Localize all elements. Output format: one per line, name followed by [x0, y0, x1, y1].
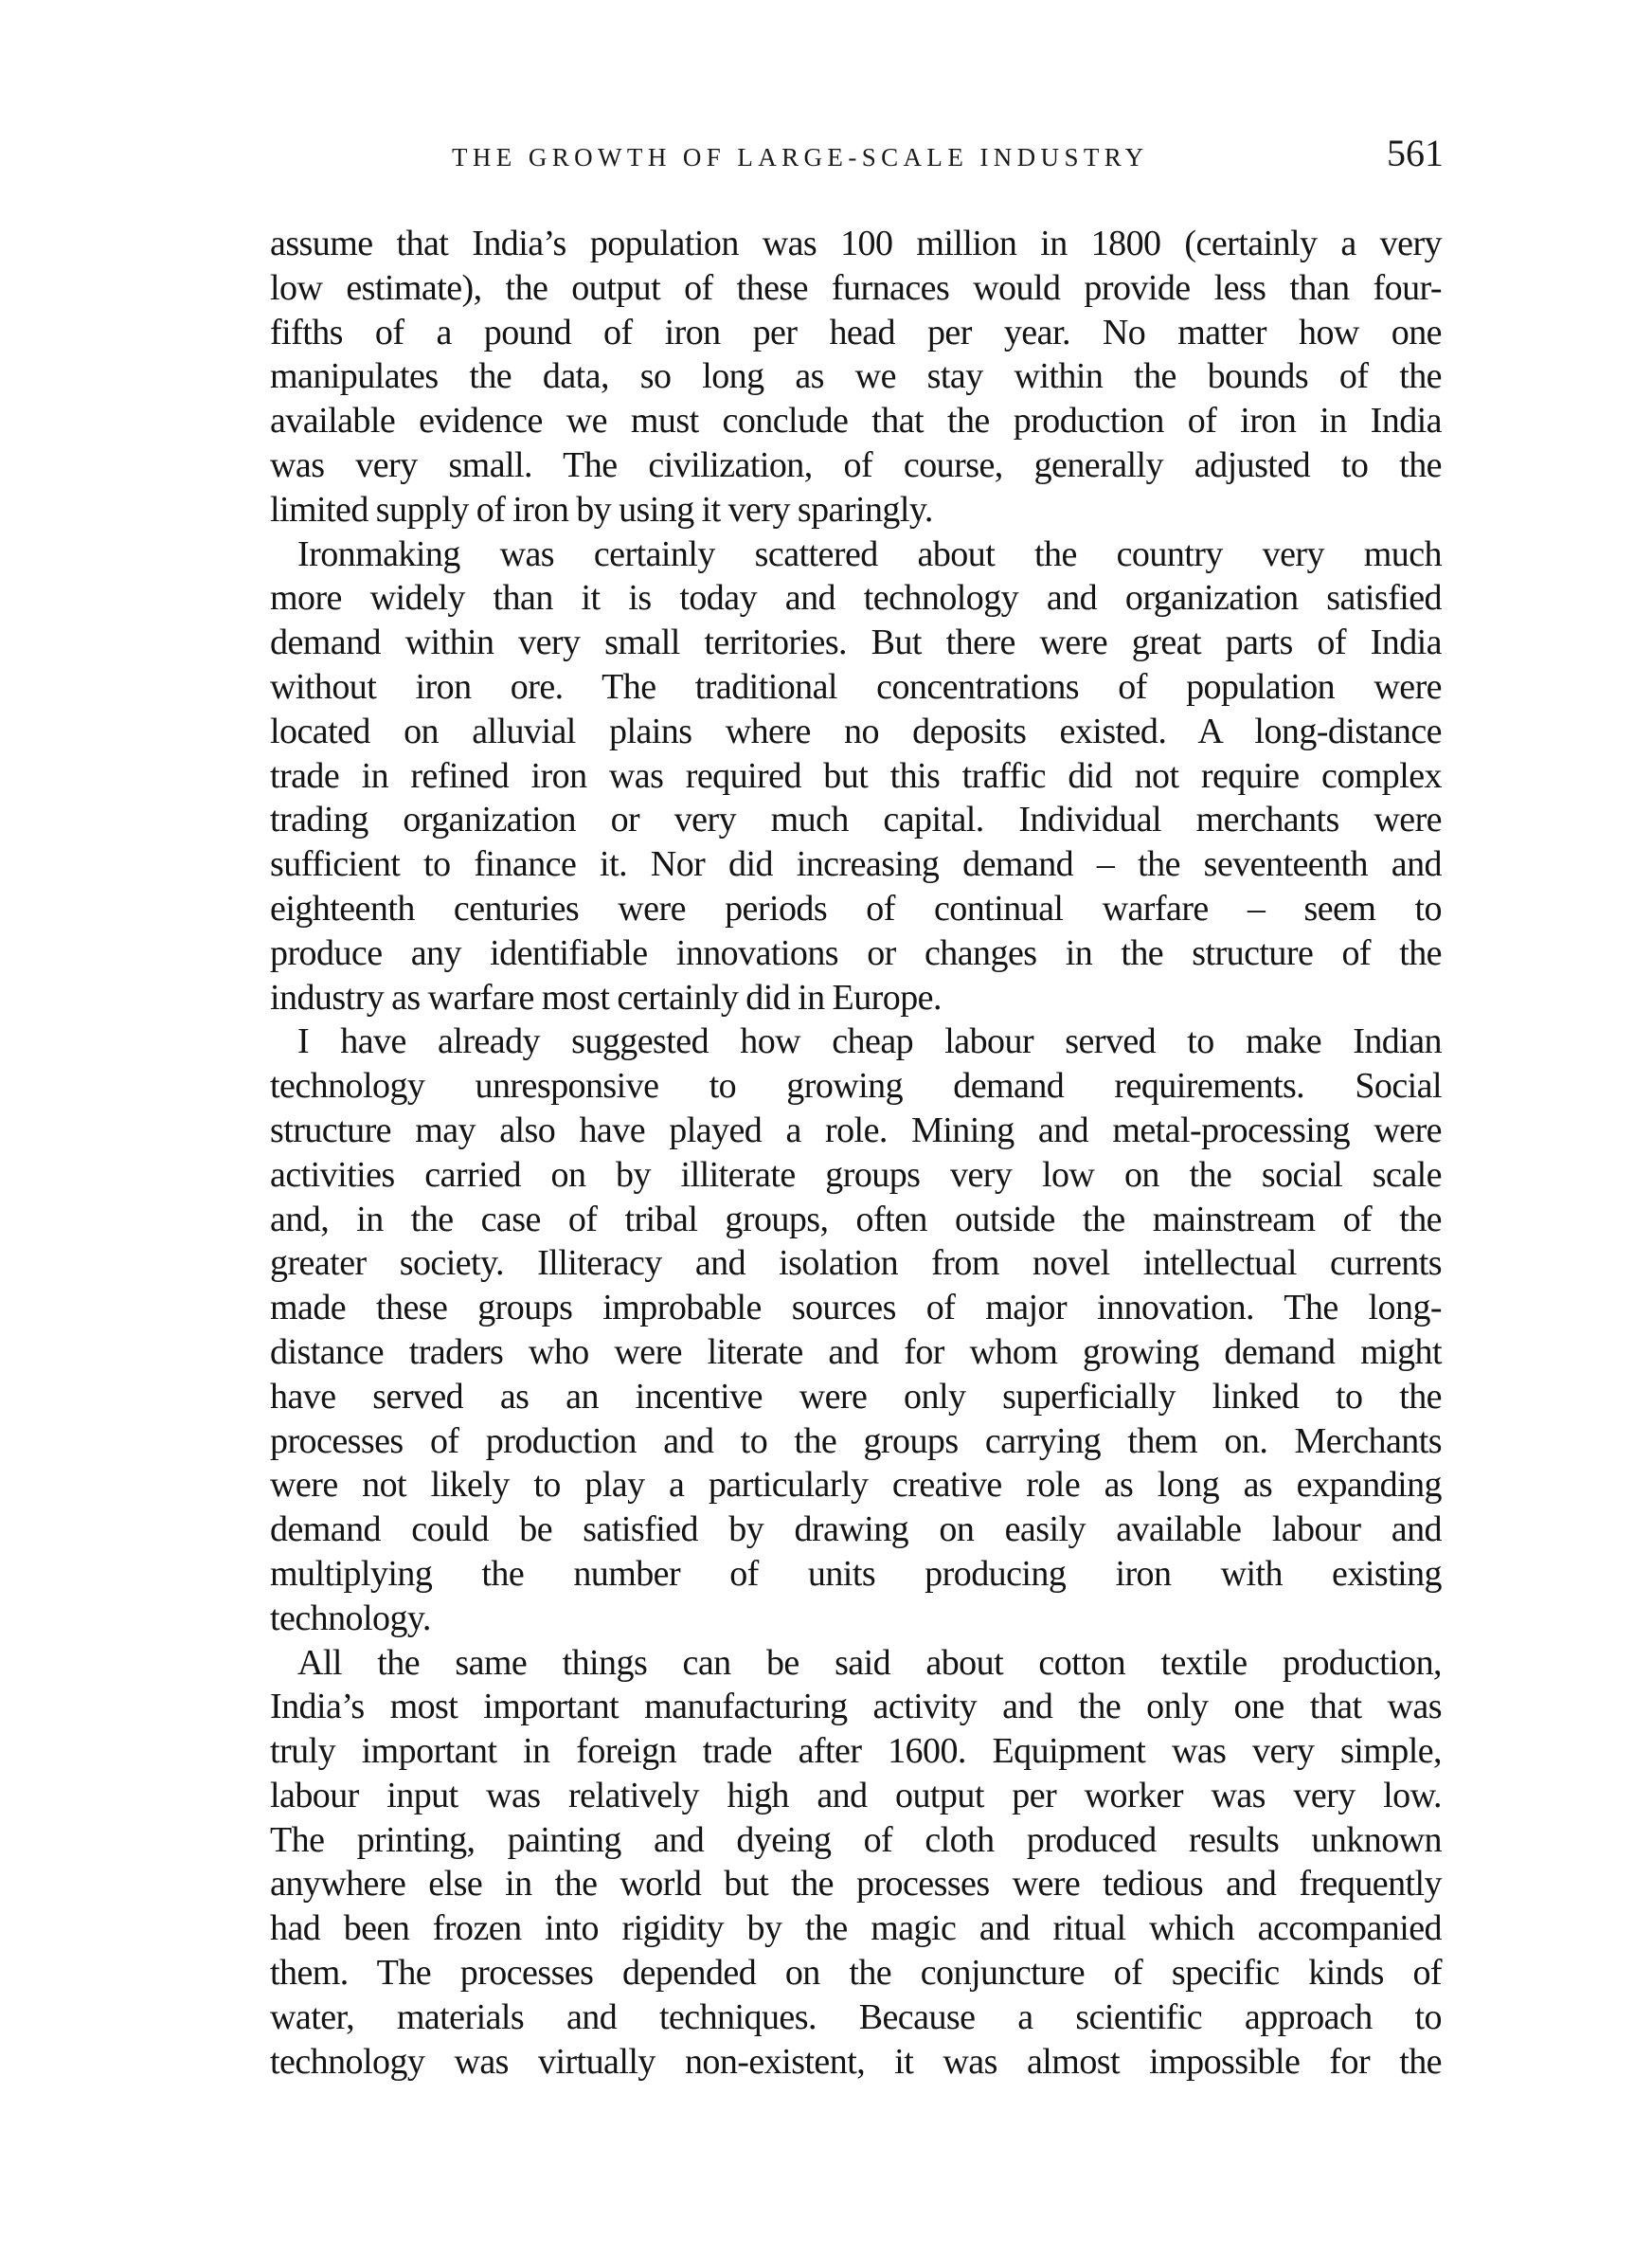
- text-line: located on alluvial plains where no deposits existed. A long-distance: [270, 711, 1442, 751]
- text-line: trade in refined iron was required but this traffic did not require complex: [270, 755, 1442, 796]
- text-line: low estimate), the output of these furnaces would provide less than four-: [270, 267, 1442, 308]
- text-line: anywhere else in the world but the processes were tedious and frequently: [270, 1864, 1442, 1905]
- text-line: them. The processes depended on the conjuncture of specific kinds of: [270, 1953, 1442, 1994]
- text-line: and, in the case of tribal groups, often outside the mainstream of the: [270, 1199, 1442, 1239]
- text-line: demand within very small territories. But there were great parts of India: [270, 623, 1442, 663]
- text-line: more widely than it is today and technology and organization satisfied: [270, 578, 1442, 619]
- text-line: greater society. Illiteracy and isolation from novel intellectual currents: [270, 1243, 1442, 1284]
- text-line: had been frozen into rigidity by the magic and ritual which accompanied: [270, 1908, 1442, 1949]
- text-line: made these groups improbable sources of major innovation. The long-: [270, 1288, 1442, 1328]
- text-line: sufficient to finance it. Nor did increasing demand – the seventeenth and: [270, 844, 1442, 885]
- text-line: technology was virtually non-existent, it was almost impossible for the: [270, 2041, 1442, 2082]
- text-line: labour input was relatively high and output per worker was very low.: [270, 1775, 1442, 1815]
- text-line: distance traders who were literate and for whom growing demand might: [270, 1331, 1442, 1372]
- text-line: fifths of a pound of iron per head per year. No matter how one: [270, 312, 1442, 352]
- text-line: technology.: [270, 1598, 431, 1638]
- text-line: structure may also have played a role. Mining and metal-processing were: [270, 1110, 1442, 1150]
- page-number: 561: [1387, 132, 1444, 174]
- text-line: I have already suggested how cheap labour served to make Indian: [297, 1021, 1442, 1062]
- text-line: assume that India’s population was 100 million in 1800 (certainly a very: [270, 224, 1442, 263]
- text-line: All the same things can be said about cotton textile production,: [297, 1642, 1442, 1683]
- text-line: without iron ore. The traditional concentrations of population were: [270, 666, 1442, 707]
- paragraph-3: [270, 1020, 1442, 1640]
- body-text: [270, 222, 1442, 2084]
- text-line: Ironmaking was certainly scattered about the country very much: [297, 533, 1442, 574]
- text-line: processes of production and to the groups carrying them on. Merchants: [270, 1420, 1442, 1461]
- text-line: The printing, painting and dyeing of cloth produced results unknown: [270, 1819, 1442, 1860]
- text-line: manipulates the data, so long as we stay within the bounds of the: [270, 356, 1442, 397]
- text-line: have served as an incentive were only superficially linked to the: [270, 1376, 1442, 1417]
- text-line: was very small. The civilization, of course, generally adjusted to the: [270, 444, 1442, 485]
- text-line: water, materials and techniques. Because a scientific approach to: [270, 1996, 1442, 2037]
- text-line: India’s most important manufacturing activity and the only one that was: [270, 1687, 1442, 1727]
- text-line: technology unresponsive to growing demand requirements. Social: [270, 1066, 1442, 1107]
- paragraph-1: [270, 222, 1442, 533]
- text-line: trading organization or very much capital. Individual merchants were: [270, 800, 1442, 840]
- text-line: eighteenth centuries were periods of continual warfare – seem to: [270, 888, 1442, 929]
- text-line: activities carried on by illiterate groups very low on the social scale: [270, 1154, 1442, 1195]
- running-head-title: THE GROWTH OF LARGE-SCALE INDUSTRY: [452, 143, 1149, 172]
- text-line: limited supply of iron by using it very sparingly.: [270, 489, 933, 530]
- text-line: produce any identifiable innovations or changes in the structure of the: [270, 932, 1442, 973]
- text-line: demand could be satisfied by drawing on easily available labour and: [270, 1509, 1442, 1550]
- text-line: were not likely to play a particularly creative role as long as expanding: [270, 1465, 1442, 1506]
- text-line: truly important in foreign trade after 1600. Equipment was very simple,: [270, 1731, 1442, 1772]
- text-line: multiplying the number of units producing iron with existing: [270, 1553, 1442, 1594]
- paragraph-2: [270, 533, 1442, 1020]
- text-line: available evidence we must conclude that the production of iron in India: [270, 401, 1442, 442]
- text-line: industry as warfare most certainly did in Europe.: [270, 977, 942, 1018]
- paragraph-4: [270, 1641, 1442, 2085]
